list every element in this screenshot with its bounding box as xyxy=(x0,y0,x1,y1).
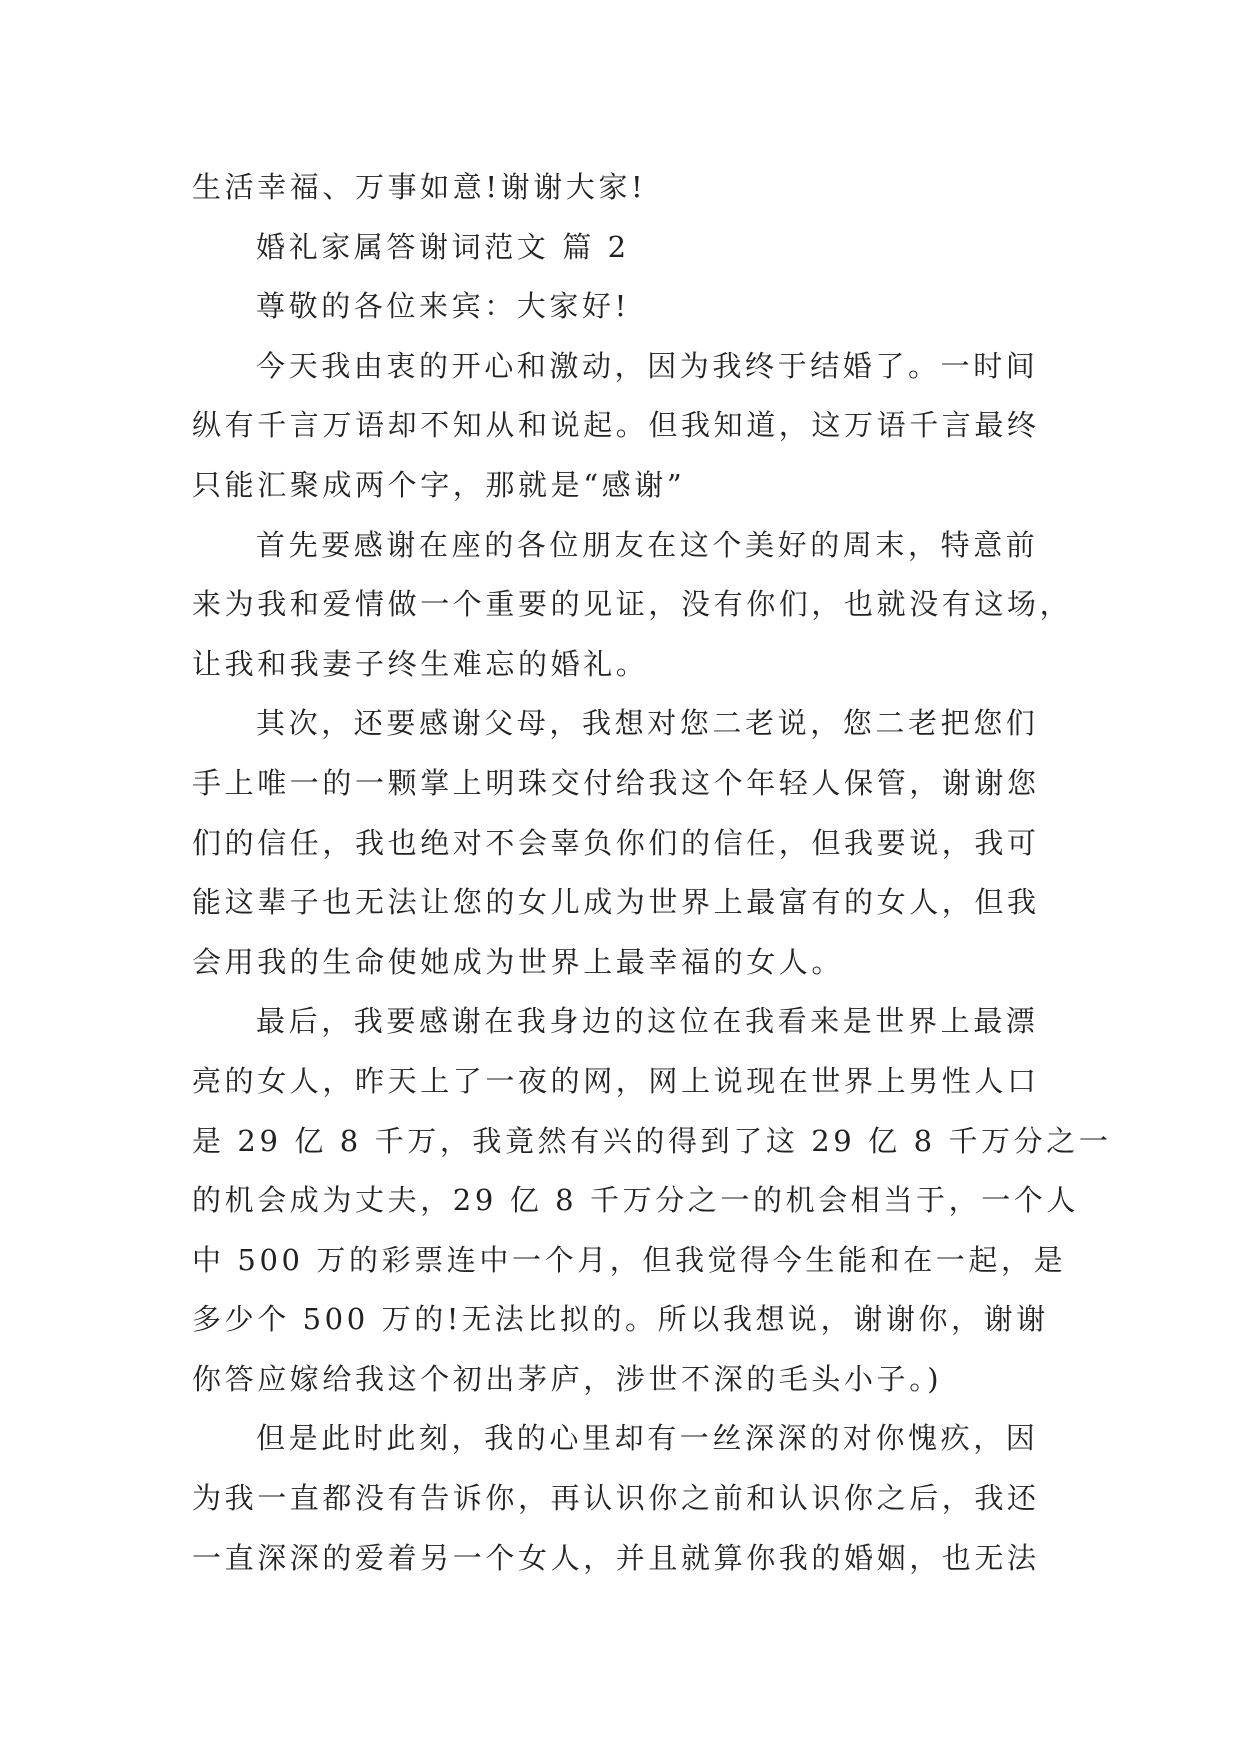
text-line: 一直深深的爱着另一个女人，并且就算你我的婚姻，也无法 xyxy=(192,1540,1040,1575)
text-line: 们的信任，我也绝对不会辜负你们的信任，但我要说，我可 xyxy=(192,825,1040,860)
text-line: 生活幸福、万事如意!谢谢大家! xyxy=(192,170,647,204)
text-line: 的机会成为丈夫，29 亿 8 千万分之一的机会相当于，一个人 xyxy=(192,1183,1080,1218)
section-heading: 婚礼家属答谢词范文 篇 2 xyxy=(256,229,630,264)
text-line: 能这辈子也无法让您的女儿成为世界上最富有的女人，但我 xyxy=(192,885,1040,920)
text-line: 你答应嫁给我这个初出茅庐，涉世不深的毛头小子。) xyxy=(192,1361,943,1396)
salutation: 尊敬的各位来宾：大家好! xyxy=(256,289,630,324)
text-line: 亮的女人，昨天上了一夜的网，网上说现在世界上男性人口 xyxy=(192,1063,1040,1098)
text-line: 手上唯一的一颗掌上明珠交付给我这个年轻人保管，谢谢您 xyxy=(192,765,1040,800)
text-line: 多少个 500 万的!无法比拟的。所以我想说，谢谢你，谢谢 xyxy=(192,1302,1049,1337)
text-line: 纵有千言万语却不知从和说起。但我知道，这万语千言最终 xyxy=(192,408,1040,443)
text-line: 中 500 万的彩票连中一个月，但我觉得今生能和在一起，是 xyxy=(192,1242,1067,1277)
document-body xyxy=(192,158,1112,1588)
text-line: 但是此时此刻，我的心里却有一丝深深的对你愧疚，因 xyxy=(256,1421,1039,1456)
text-line: 只能汇聚成两个字，那就是“感谢” xyxy=(192,467,686,502)
text-line: 为我一直都没有告诉你，再认识你之前和认识你之后，我还 xyxy=(192,1481,1040,1516)
text-line: 最后，我要感谢在我身边的这位在我看来是世界上最漂 xyxy=(256,1004,1039,1039)
text-line: 来为我和爱情做一个重要的见证，没有你们，也就没有这场， xyxy=(192,587,1073,622)
text-line: 是 29 亿 8 千万，我竟然有兴的得到了这 29 亿 8 千万分之一 xyxy=(192,1123,1112,1158)
text-line: 让我和我妻子终生难忘的婚礼。 xyxy=(192,646,649,681)
text-line: 首先要感谢在座的各位朋友在这个美好的周末，特意前 xyxy=(256,527,1039,562)
text-line: 今天我由衷的开心和激动，因为我终于结婚了。一时间 xyxy=(256,348,1039,383)
text-line: 会用我的生命使她成为世界上最幸福的女人。 xyxy=(192,944,845,979)
text-line: 其次，还要感谢父母，我想对您二老说，您二老把您们 xyxy=(256,706,1039,741)
